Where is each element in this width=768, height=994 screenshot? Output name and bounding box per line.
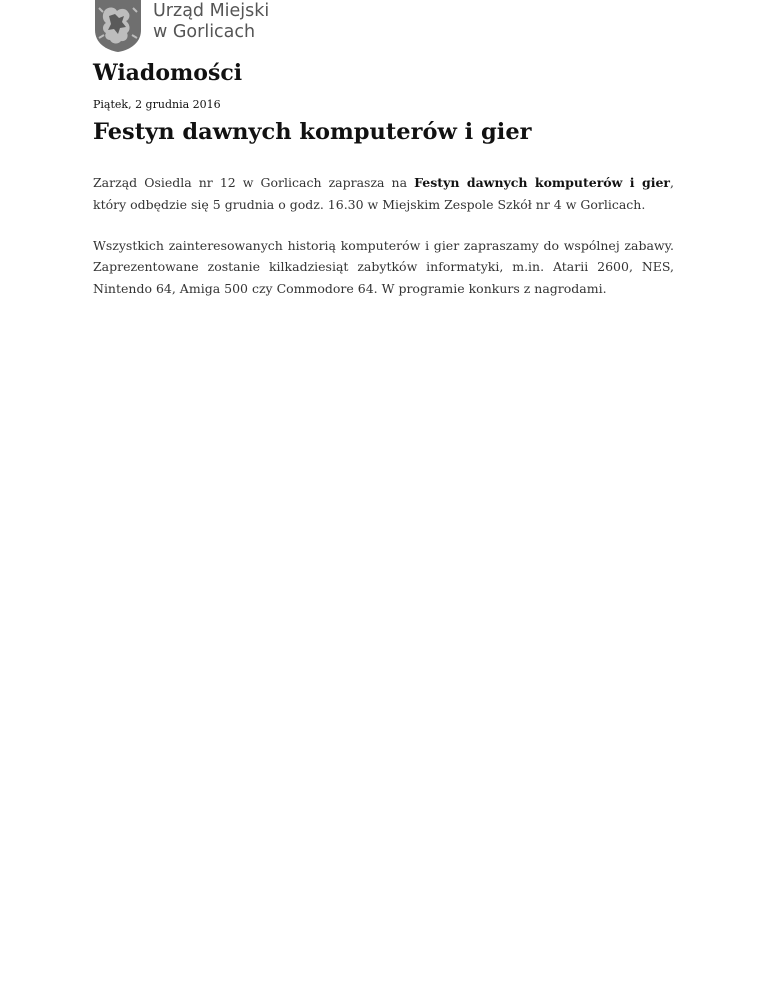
site-header xyxy=(93,0,269,52)
organization-name-line2: w Gorlicach xyxy=(153,22,256,42)
organization-name-line1: Urząd Miejski xyxy=(153,1,270,21)
paragraph-1-intro: Zarząd Osiedla nr 12 w Gorlicach zaprasza na xyxy=(93,175,415,190)
article-paragraph-1 xyxy=(93,172,674,215)
article-body xyxy=(93,172,674,319)
city-crest-icon xyxy=(93,0,143,52)
section-title: Wiadomości xyxy=(93,60,243,86)
article-paragraph-2: Wszystkich zainteresowanych historią komputerów i gier zapraszamy do wspólnej zabawy. Zaprezentowane zostanie kilkadziesiąt zabytków informatyki, m.in. Atarii 2600, NES, Nintendo 64, Amiga 500 czy Commodore 64. W programie konkurs z nagrodami. xyxy=(93,237,674,296)
article-date: Piątek, 2 grudnia 2016 xyxy=(93,98,221,111)
organization-name xyxy=(153,1,269,43)
paragraph-1-details: , który odbędzie się 5 grudnia o godz. 16.30 w Miejskim Zespole Szkół nr 4 w Gorlicach. xyxy=(93,175,674,212)
article-title: Festyn dawnych komputerów i gier xyxy=(93,119,532,145)
paragraph-1-event-name: Festyn dawnych komputerów i gier xyxy=(414,175,671,190)
